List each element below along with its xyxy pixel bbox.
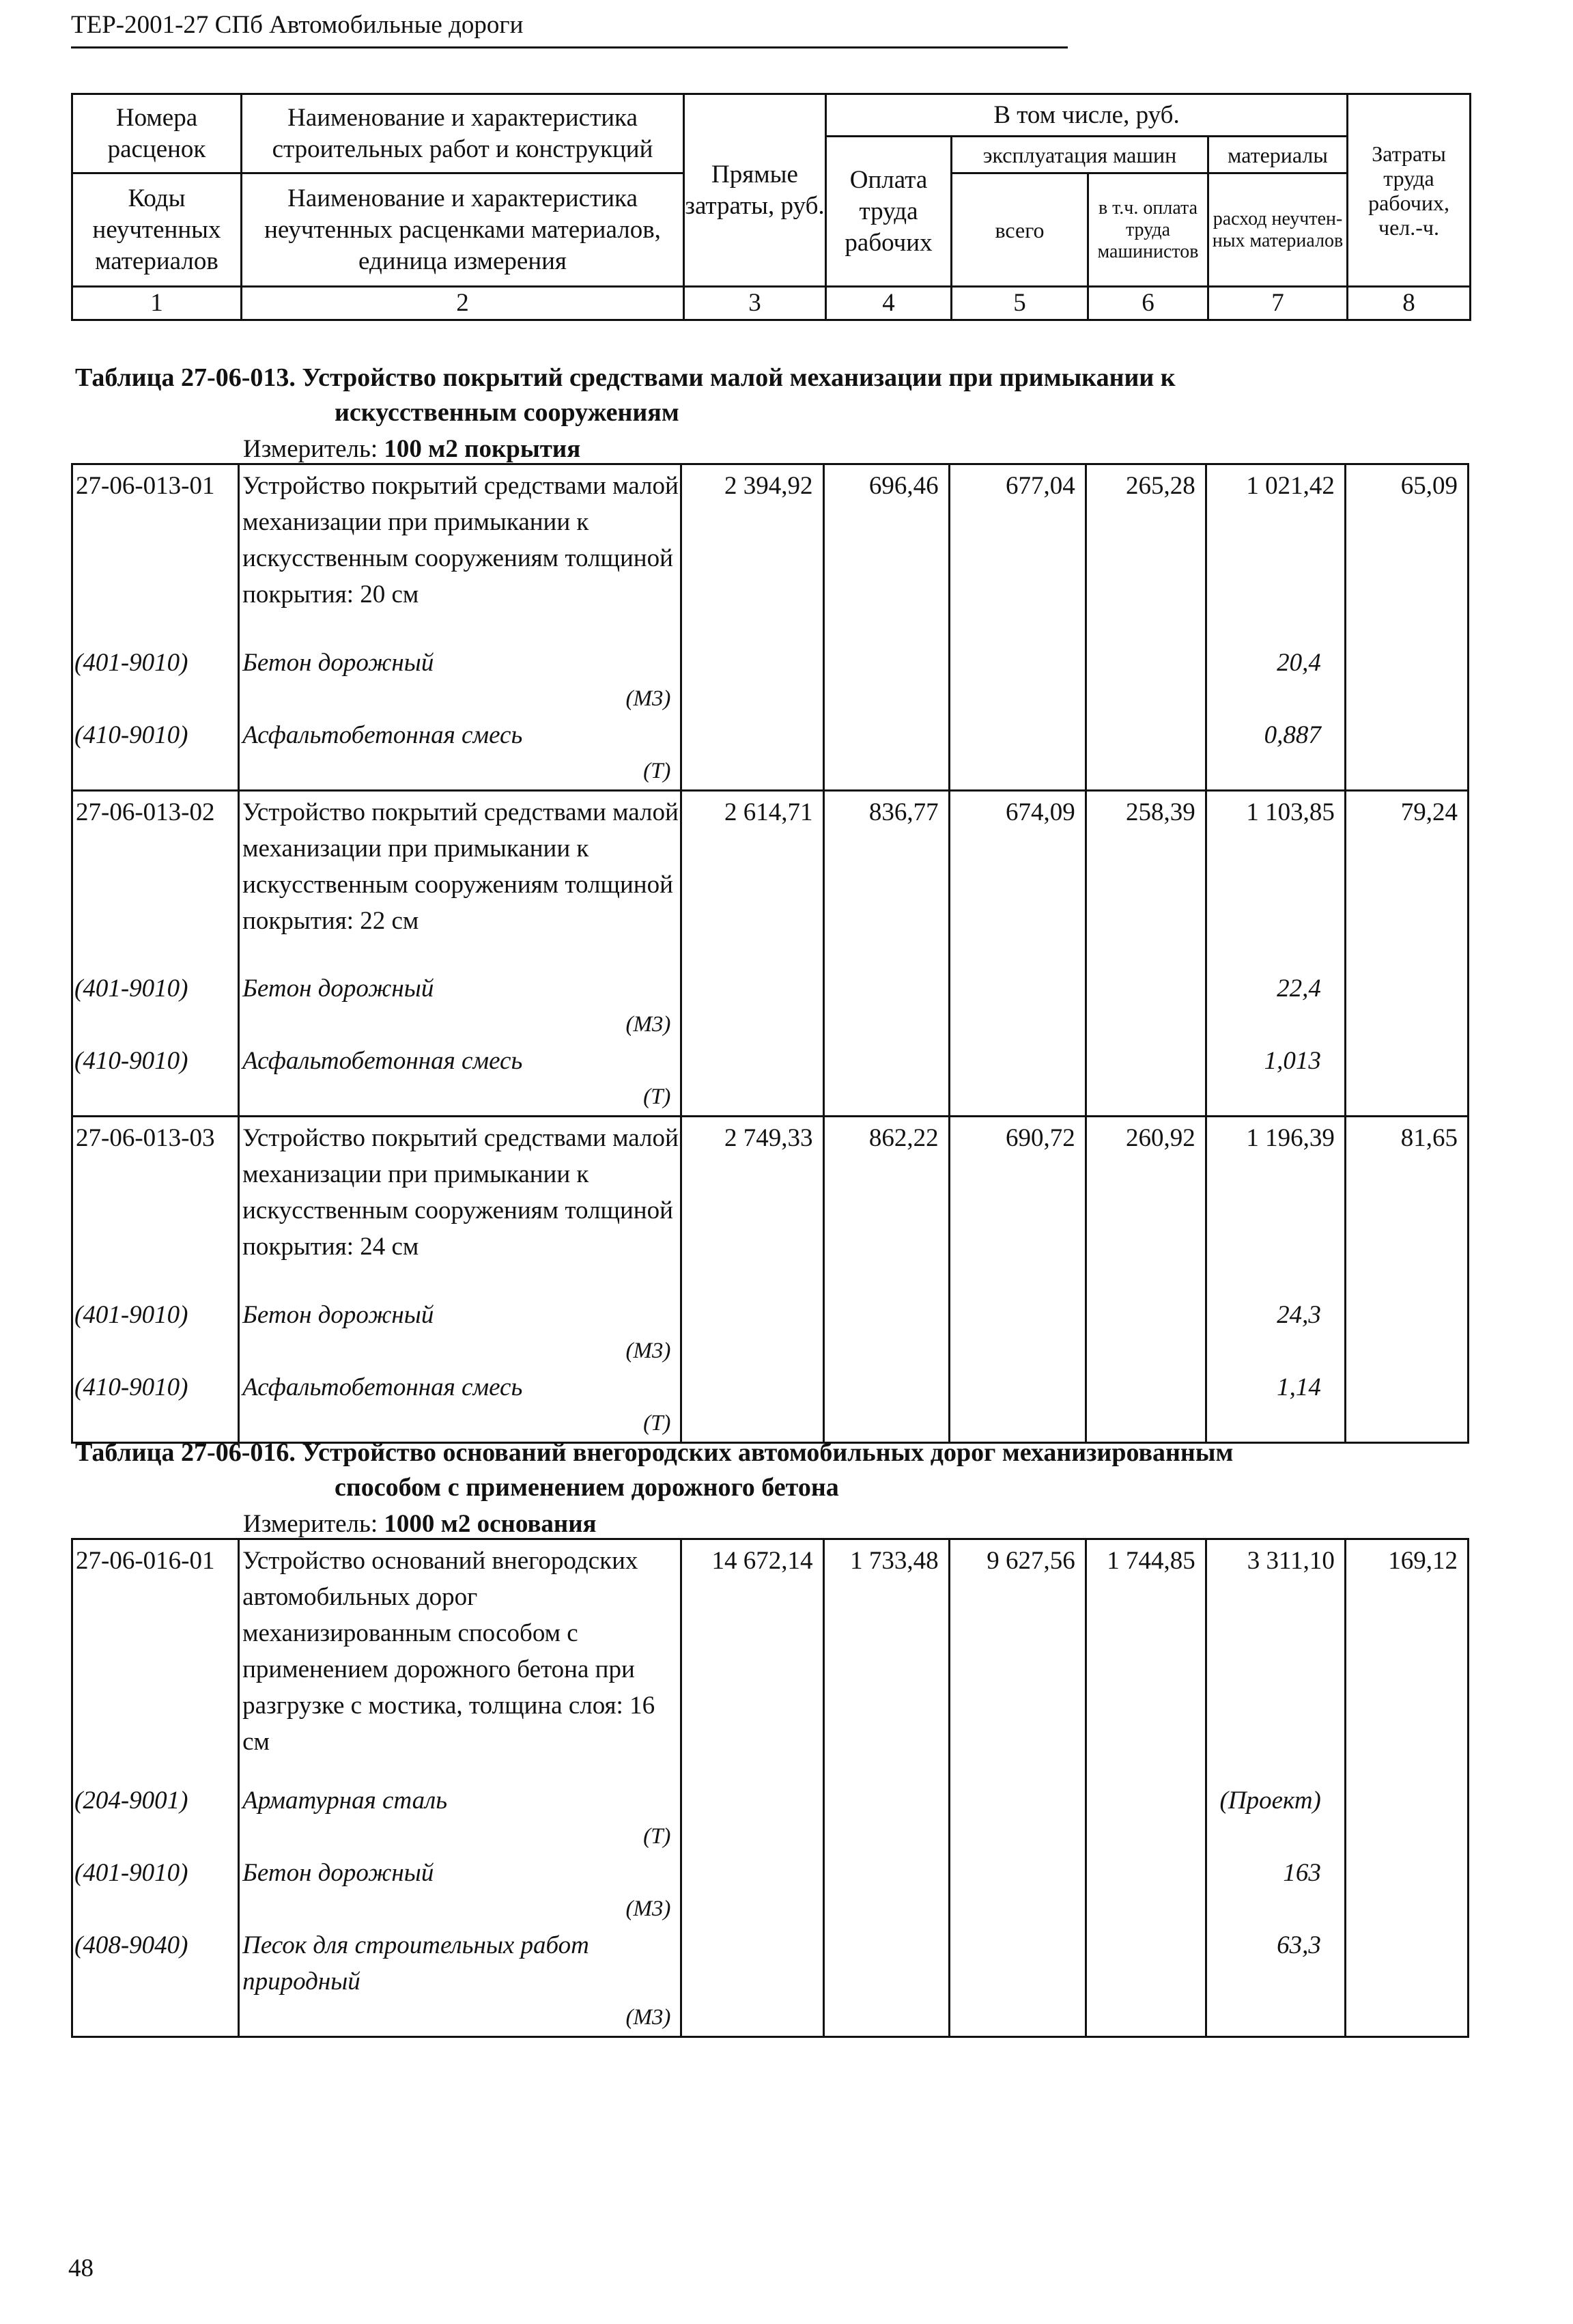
- material-code: (401-9010): [72, 1855, 239, 1927]
- header-number: 5: [952, 287, 1088, 320]
- header-col2-bottom: Наименование и характеристика неучтенных расценками материалов, единица измерения: [242, 173, 684, 287]
- rate-code-text: 27-06-013-01: [76, 472, 215, 500]
- materials-cost-text: 3 311,10: [1247, 1547, 1335, 1575]
- header-number: 3: [684, 287, 826, 320]
- material-unit: (М3): [625, 1896, 671, 1921]
- table1-meter-value: 100 м2 покрытия: [384, 435, 581, 463]
- material-name: [239, 1043, 681, 1117]
- table1-title-line1: Таблица 27-06-013. Устройство покрытий средствами малой механизации при примыкании к: [75, 363, 1176, 392]
- running-head: ТЕР-2001-27 СПб Автомобильные дороги: [71, 10, 1068, 48]
- material-consumption: (Проект): [1206, 1782, 1345, 1855]
- header-number: 8: [1348, 287, 1471, 320]
- direct-costs: [681, 1117, 823, 1443]
- material-consumption: 0,887: [1206, 717, 1345, 791]
- material-unit: (М3): [625, 686, 671, 711]
- material-consumption: 1,013: [1206, 1043, 1345, 1117]
- labor-hours: [1345, 1539, 1468, 2037]
- material-name: [239, 1369, 681, 1443]
- material-name-text: Асфальтобетонная смесь: [242, 720, 523, 749]
- rate-code: [72, 464, 239, 645]
- machines-total-text: 9 627,56: [987, 1547, 1075, 1575]
- material-consumption: 163: [1206, 1855, 1345, 1927]
- machinists-pay-text: 260,92: [1126, 1124, 1195, 1152]
- material-name-text: Асфальтобетонная смесь: [242, 1373, 523, 1401]
- rate-code: [72, 1117, 239, 1297]
- machinists-pay: [1086, 1117, 1206, 1443]
- material-name-text: Песок для строительных работ природный: [242, 1931, 589, 1996]
- labor-hours: [1345, 464, 1468, 791]
- table2-meter-value: 1000 м2 основания: [384, 1510, 597, 1538]
- table1-body: [71, 463, 1469, 1444]
- machines-total-text: 690,72: [1005, 1124, 1075, 1152]
- material-name-text: Бетон дорожный: [242, 648, 434, 677]
- material-name: [239, 1855, 681, 1927]
- rate-description-text: Устройство покрытий средствами малой механизации при примыкании к искусственным сооружениям толщиной покрытия: 20 см: [242, 472, 679, 608]
- rate-code: [72, 1539, 239, 1782]
- table1-meter: [243, 434, 580, 464]
- material-code: (401-9010): [72, 1297, 239, 1369]
- material-unit: (Т): [643, 758, 671, 783]
- material-name: [239, 717, 681, 791]
- rate-description-text: Устройство покрытий средствами малой механизации при примыкании к искусственным сооружениям толщиной покрытия: 22 см: [242, 798, 679, 935]
- page-number: 48: [68, 2254, 94, 2282]
- header-col2-top: Наименование и характеристика строительных работ и конструкций: [242, 94, 684, 173]
- table1-meter-label: Измеритель:: [243, 435, 384, 463]
- table2-title-line2: способом с применением дорожного бетона: [335, 1473, 839, 1502]
- labor-hours: [1345, 790, 1468, 1117]
- machinists-pay-text: 258,39: [1126, 798, 1195, 826]
- column-header-table: [71, 93, 1471, 321]
- materials-cost-text: 1 196,39: [1246, 1124, 1335, 1152]
- table1-title: [75, 361, 1482, 430]
- labor-hours-text: 169,12: [1388, 1547, 1458, 1575]
- material-code: (401-9010): [72, 970, 239, 1043]
- labor-pay-text: 1 733,48: [850, 1547, 939, 1575]
- header-materials: материалы: [1208, 137, 1348, 173]
- labor-pay: [823, 1539, 949, 2037]
- material-consumption: 63,3: [1206, 1927, 1345, 2037]
- labor-pay: [823, 464, 949, 791]
- header-number: 7: [1208, 287, 1348, 320]
- machinists-pay-text: 265,28: [1126, 472, 1195, 500]
- rate-code-text: 27-06-013-03: [76, 1124, 215, 1152]
- header-col1-top: Номера расценок: [72, 94, 242, 173]
- table2-body: [71, 1538, 1469, 2038]
- header-col6: в т.ч. оплата труда машинистов: [1088, 173, 1208, 287]
- machinists-pay: [1086, 1539, 1206, 2037]
- header-col5: всего: [952, 173, 1088, 287]
- direct-costs: [681, 464, 823, 791]
- material-name-text: Бетон дорожный: [242, 1858, 434, 1887]
- direct-costs-text: 14 672,14: [711, 1547, 813, 1575]
- materials-cost: [1206, 790, 1345, 970]
- table1-title-line2: искусственным сооружениям: [335, 398, 679, 427]
- material-consumption: 20,4: [1206, 645, 1345, 717]
- table2-meter: [243, 1509, 597, 1539]
- direct-costs-text: 2 749,33: [724, 1124, 813, 1152]
- direct-costs: [681, 790, 823, 1117]
- labor-pay: [823, 1117, 949, 1443]
- material-code: (410-9010): [72, 1369, 239, 1443]
- materials-cost: [1206, 1117, 1345, 1297]
- materials-cost-text: 1 103,85: [1246, 798, 1335, 826]
- material-consumption: 24,3: [1206, 1297, 1345, 1369]
- machinists-pay: [1086, 790, 1206, 1117]
- rate-description-text: Устройство покрытий средствами малой механизации при примыкании к искусственным сооружениям толщиной покрытия: 24 см: [242, 1124, 679, 1261]
- rate-row: [72, 464, 1469, 645]
- material-unit: (М3): [625, 1012, 671, 1037]
- material-name: [239, 1927, 681, 2037]
- labor-hours: [1345, 1117, 1468, 1443]
- materials-cost-text: 1 021,42: [1246, 472, 1335, 500]
- labor-pay: [823, 790, 949, 1117]
- header-number: 4: [826, 287, 952, 320]
- direct-costs-text: 2 394,92: [724, 472, 813, 500]
- machines-total: [949, 464, 1086, 791]
- header-col3: Прямые затраты, руб.: [684, 94, 826, 287]
- material-code: (204-9001): [72, 1782, 239, 1855]
- rate-description: [239, 1117, 681, 1297]
- header-group: В том числе, руб.: [826, 94, 1348, 137]
- header-col1-bottom: Коды неучтенных материалов: [72, 173, 242, 287]
- labor-hours-text: 79,24: [1400, 798, 1458, 826]
- material-name-text: Бетон дорожный: [242, 1300, 434, 1329]
- material-name: [239, 1297, 681, 1369]
- rate-code-text: 27-06-013-02: [76, 798, 215, 826]
- material-unit: (М3): [625, 1338, 671, 1363]
- materials-cost: [1206, 1539, 1345, 1782]
- rate-description-text: Устройство оснований внегородских автомобильных дорог механизированным способом с применением дорожного бетона при разгрузке с мостика, толщина слоя: 16 см: [242, 1547, 655, 1756]
- rate-description: [239, 790, 681, 970]
- material-name-text: Арматурная сталь: [242, 1786, 448, 1815]
- header-col4: Оплата труда рабочих: [826, 137, 952, 287]
- materials-cost: [1206, 464, 1345, 645]
- rate-code: [72, 790, 239, 970]
- labor-pay-text: 862,22: [868, 1124, 939, 1152]
- material-unit: (Т): [643, 1823, 671, 1849]
- labor-pay-text: 836,77: [868, 798, 939, 826]
- material-code: (401-9010): [72, 645, 239, 717]
- header-col7: расход неучтен-ных материалов: [1208, 173, 1348, 287]
- machines-total: [949, 1539, 1086, 2037]
- machinists-pay-text: 1 744,85: [1107, 1547, 1195, 1575]
- material-unit: (М3): [625, 2004, 671, 2030]
- rate-code-text: 27-06-016-01: [76, 1547, 215, 1575]
- table2-meter-label: Измеритель:: [243, 1510, 384, 1538]
- material-consumption: 22,4: [1206, 970, 1345, 1043]
- material-name: [239, 1782, 681, 1855]
- rate-row: [72, 1539, 1469, 1782]
- material-code: (408-9040): [72, 1927, 239, 2037]
- material-code: (410-9010): [72, 1043, 239, 1117]
- material-unit: (Т): [643, 1084, 671, 1109]
- header-machines: эксплуатация машин: [952, 137, 1208, 173]
- material-name-text: Асфальтобетонная смесь: [242, 1047, 523, 1075]
- machinists-pay: [1086, 464, 1206, 791]
- labor-pay-text: 696,46: [868, 472, 939, 500]
- material-name-text: Бетон дорожный: [242, 975, 434, 1003]
- header-number: 6: [1088, 287, 1208, 320]
- direct-costs: [681, 1539, 823, 2037]
- header-col8: Затраты труда рабочих, чел.-ч.: [1348, 94, 1471, 287]
- machines-total-text: 677,04: [1005, 472, 1075, 500]
- material-name: [239, 645, 681, 717]
- material-unit: (Т): [643, 1410, 671, 1436]
- table2-title-line1: Таблица 27-06-016. Устройство оснований внегородских автомобильных дорог механизированным: [75, 1438, 1234, 1467]
- material-consumption: 1,14: [1206, 1369, 1345, 1443]
- labor-hours-text: 81,65: [1400, 1124, 1458, 1152]
- header-number: 2: [242, 287, 684, 320]
- material-name: [239, 970, 681, 1043]
- rate-description: [239, 1539, 681, 1782]
- rate-row: [72, 790, 1469, 970]
- direct-costs-text: 2 614,71: [724, 798, 813, 826]
- table2-title: [75, 1436, 1482, 1505]
- labor-hours-text: 65,09: [1400, 472, 1458, 500]
- machines-total-text: 674,09: [1005, 798, 1075, 826]
- rate-description: [239, 464, 681, 645]
- machines-total: [949, 1117, 1086, 1443]
- rate-row: [72, 1117, 1469, 1297]
- material-code: (410-9010): [72, 717, 239, 791]
- machines-total: [949, 790, 1086, 1117]
- header-number: 1: [72, 287, 242, 320]
